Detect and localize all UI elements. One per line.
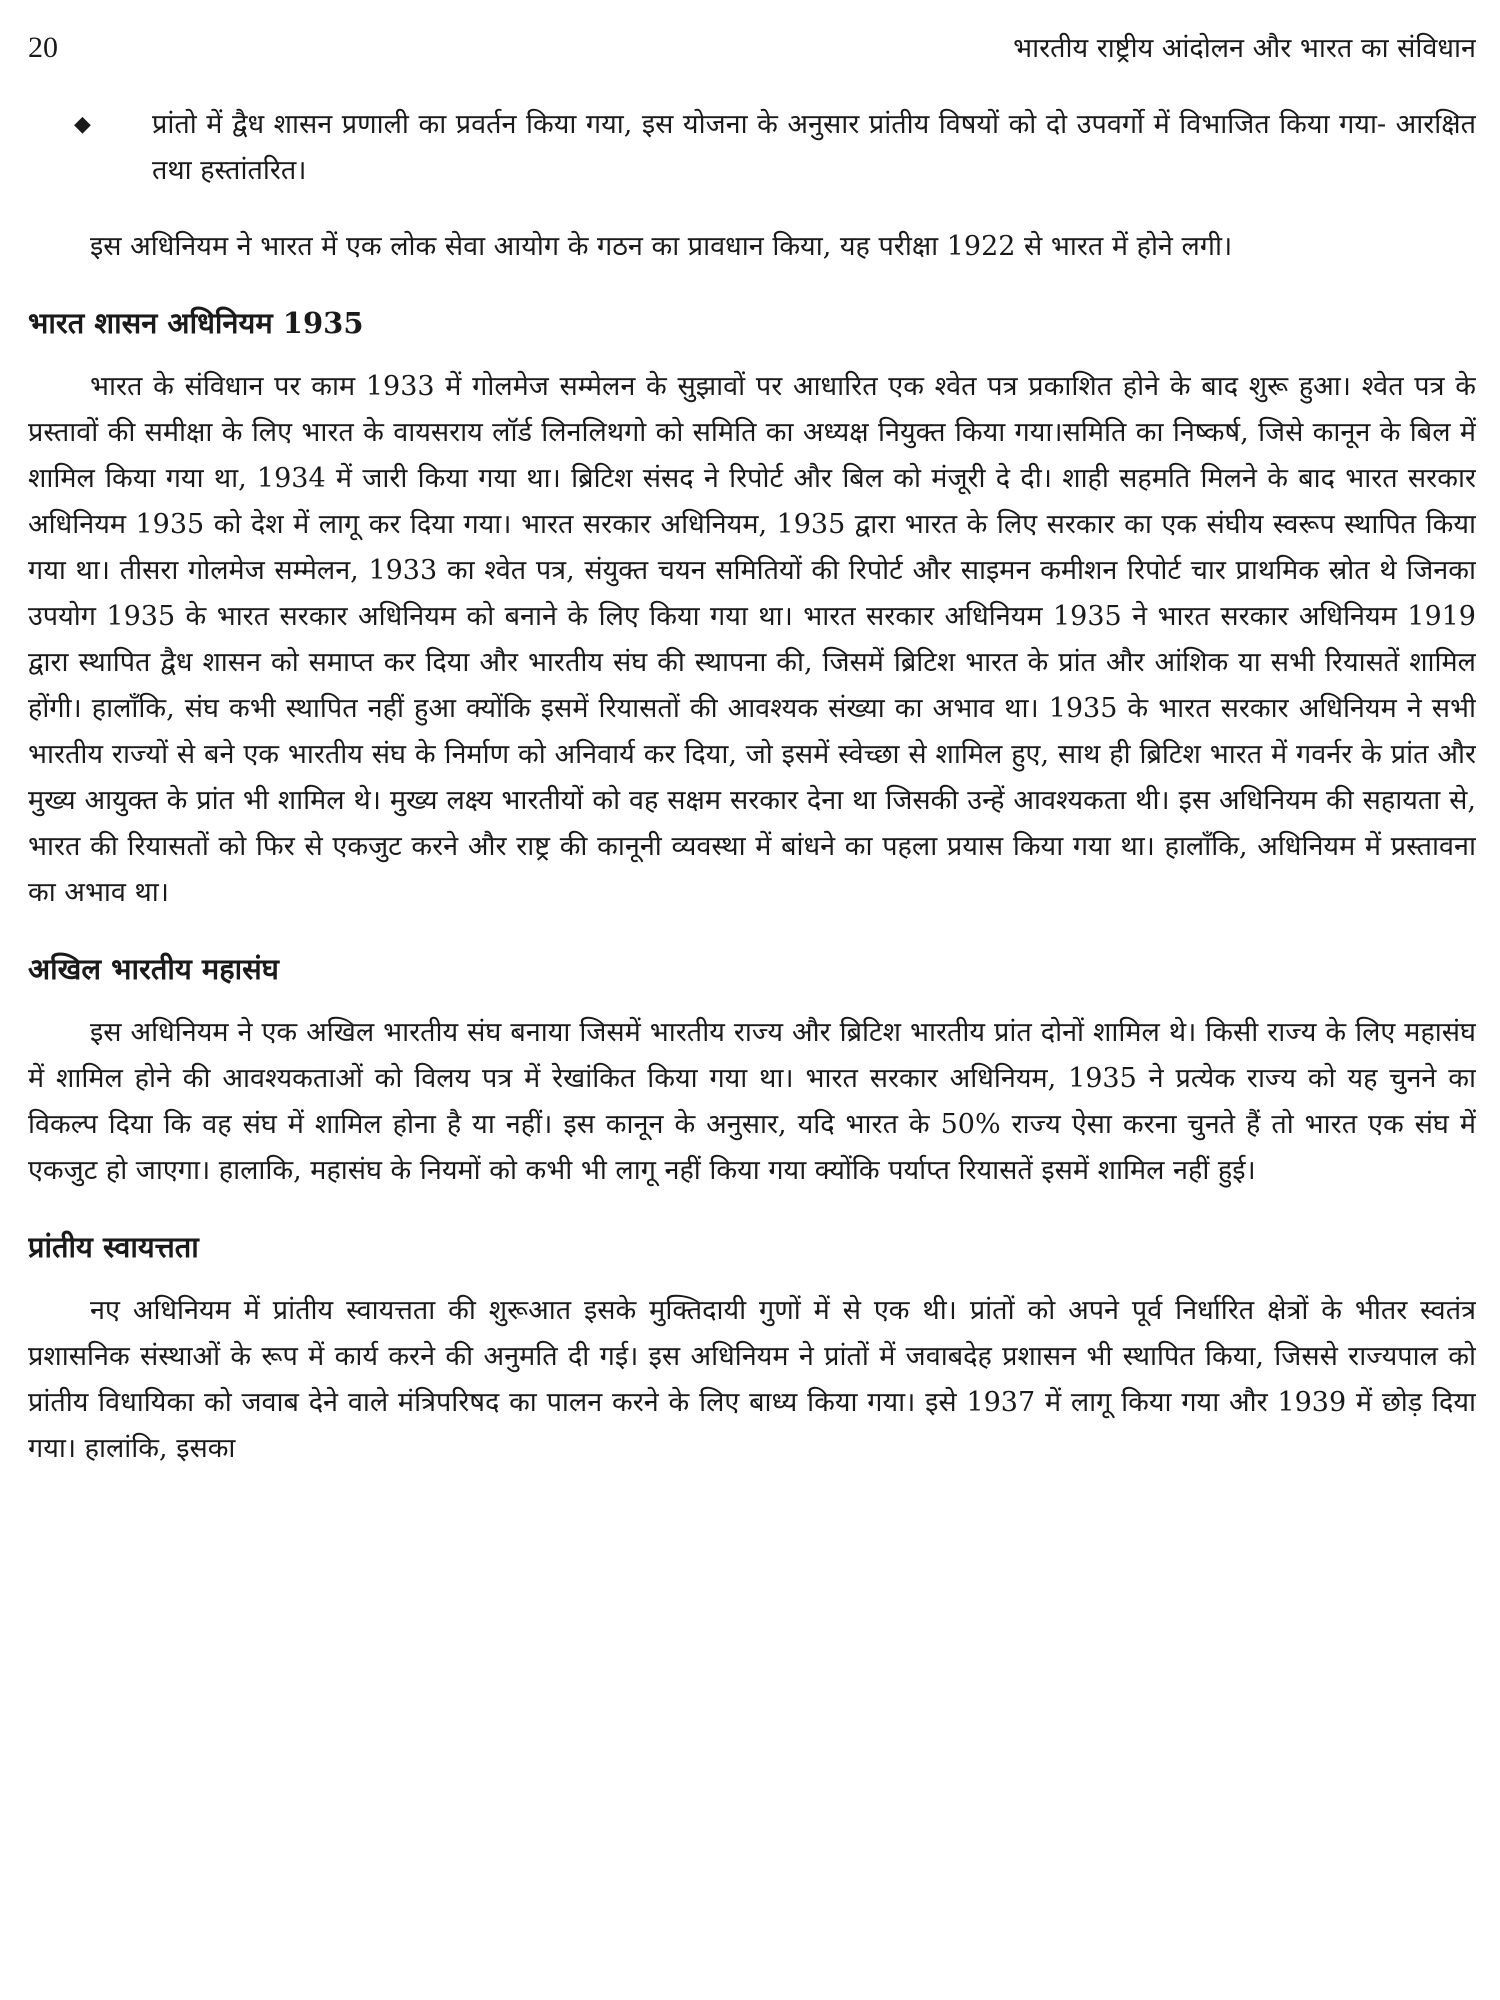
diamond-bullet-icon: ◆ xyxy=(74,112,91,137)
bullet-text: प्रांतो में द्वैध शासन प्रणाली का प्रवर्तन किया गया, इस योजना के अनुसार प्रांतीय विषयों को दो उपवर्गो में विभाजित किया गया- आरक्षित तथा हस्तांतरित। xyxy=(152,109,1476,186)
section-heading-federation: अखिल भारतीय महासंघ xyxy=(28,952,279,986)
bullet-item xyxy=(28,102,1476,194)
section-heading-provincial-autonomy: प्रांतीय स्वायत्तता xyxy=(28,1230,199,1264)
section-paragraph-federation: इस अधिनियम ने एक अखिल भारतीय संघ बनाया जिसमें भारतीय राज्य और ब्रिटिश भारतीय प्रांत दोनों शामिल थे। किसी राज्य के लिए महासंघ में शामिल होने की आवश्यकताओं को विलय पत्र में रेखांकित किया गया था। भारत सरकार अधिनियम, 1935 ने प्रत्येक राज्य को यह चुनने का विकल्प दिया कि वह संघ में शामिल होना है या नहीं। इस कानून के अनुसार, यदि भारत के 50% राज्य ऐसा करना चुनते हैं तो भारत एक संघ में एकजुट हो जाएगा। हालाकि, महासंघ के नियमों को कभी भी लागू नहीं किया गया क्योंकि पर्याप्त रियासतें इसमें शामिल नहीं हुई। xyxy=(28,1017,1476,1186)
page-header xyxy=(28,28,1476,80)
section-paragraph-act-1935: भारत के संविधान पर काम 1933 में गोलमेज सम्मेलन के सुझावों पर आधारित एक श्वेत पत्र प्रकाशित होने के बाद शुरू हुआ। श्वेत पत्र के प्रस्तावों की समीक्षा के लिए भारत के वायसराय लॉर्ड लिनलिथगो को समिति का अध्यक्ष नियुक्त किया गया।समिति का निष्कर्ष, जिसे कानून के बिल में शामिल किया गया था, 1934 में जारी किया गया था। ब्रिटिश संसद ने रिपोर्ट और बिल को मंजूरी दे दी। शाही सहमति मिलने के बाद भारत सरकार अधिनियम 1935 को देश में लागू कर दिया गया। भारत सरकार अधिनियम, 1935 द्वारा भारत के लिए सरकार का एक संघीय स्वरूप स्थापित किया गया था। तीसरा गोलमेज सम्मेलन, 1933 का श्वेत पत्र, संयुक्त चयन समितियों की रिपोर्ट और साइमन कमीशन रिपोर्ट चार प्राथमिक स्रोत थे जिनका उपयोग 1935 के भारत सरकार अधिनियम को बनाने के लिए किया गया था। भारत सरकार अधिनियम 1935 ने भारत सरकार अधिनियम 1919 द्वारा स्थापित द्वैध शासन को समाप्त कर दिया और भारतीय संघ की स्थापना की, जिसमें ब्रिटिश भारत के प्रांत और आंशिक या सभी रियासतें शामिल होंगी। हालाँकि, संघ कभी स्थापित नहीं हुआ क्योंकि इसमें रियासतों की आवश्यक संख्या का अभाव था। 1935 के भारत सरकार अधिनियम ने सभी भारतीय राज्यों से बने एक भारतीय संघ के निर्माण को अनिवार्य कर दिया, जो इसमें स्वेच्छा से शामिल हुए, साथ ही ब्रिटिश भारत में गवर्नर के प्रांत और मुख्य आयुक्त के प्रांत भी शामिल थे। मुख्य लक्ष्य भारतीयों को वह सक्षम सरकार देना था जिसकी उन्हें आवश्यकता थी। इस अधिनियम की सहायता से, भारत की रियासतों को फिर से एकजुट करने और राष्ट्र की कानूनी व्यवस्था में बांधने का पहला प्रयास किया गया था। हालाँकि, अधिनियम में प्रस्तावना का अभाव था। xyxy=(28,371,1476,908)
section-paragraph-provincial-autonomy: नए अधिनियम में प्रांतीय स्वायत्तता की शुरूआत इसके मुक्तिदायी गुणों में से एक थी। प्रांतों को अपने पूर्व निर्धारित क्षेत्रों के भीतर स्वतंत्र प्रशासनिक संस्थाओं के रूप में कार्य करने की अनुमति दी गई। इस अधिनियम ने प्रांतों में जवाबदेह प्रशासन भी स्थापित किया, जिससे राज्यपाल को प्रांतीय विधायिका को जवाब देने वाले मंत्रिपरिषद का पालन करने के लिए बाध्य किया गया। इसे 1937 में लागू किया गया और 1939 में छोड़ दिया गया। हालांकि, इसका xyxy=(28,1295,1476,1464)
book-page xyxy=(28,28,1476,1978)
section-heading-act-1935: भारत शासन अधिनियम 1935 xyxy=(28,306,364,340)
page-number: 20 xyxy=(28,31,58,64)
running-title: भारतीय राष्ट्रीय आंदोलन और भारत का संविधान xyxy=(1013,33,1476,64)
intro-paragraph: इस अधिनियम ने भारत में एक लोक सेवा आयोग के गठन का प्रावधान किया, यह परीक्षा 1922 से भारत में होने लगी। xyxy=(90,231,1233,262)
